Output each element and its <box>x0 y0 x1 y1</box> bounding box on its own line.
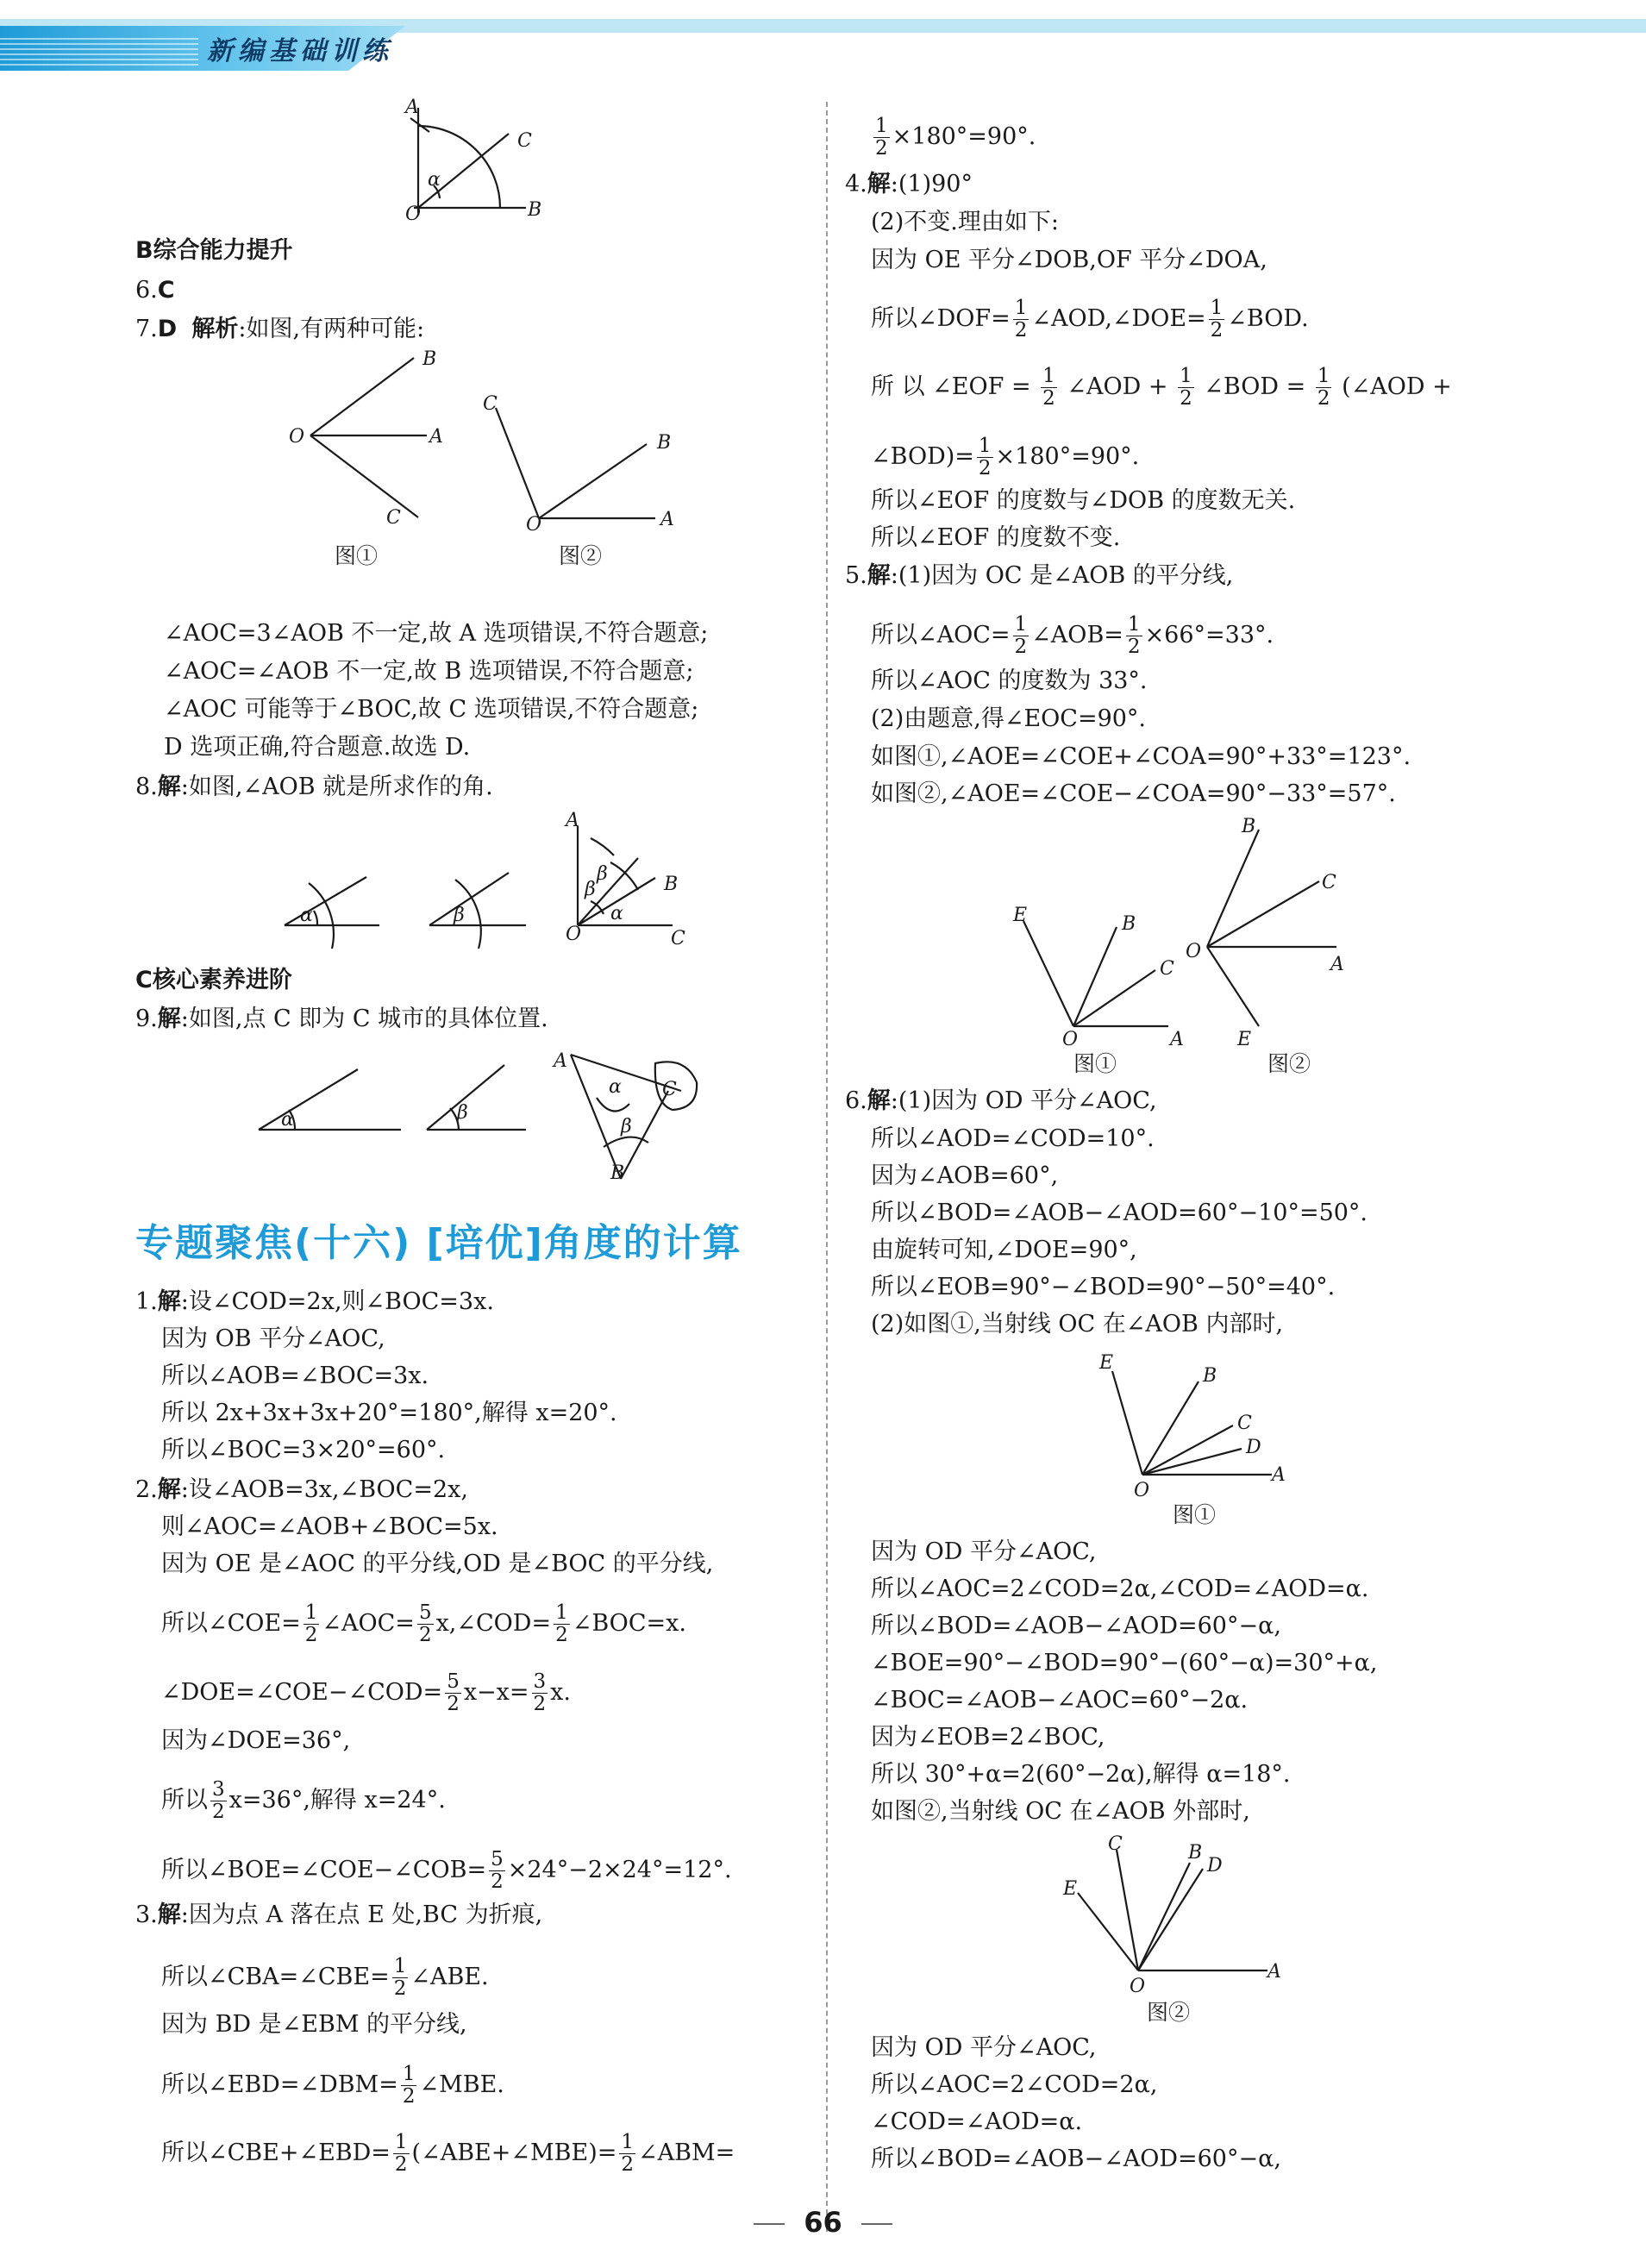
p3-line-3: 所以∠EBD=∠DBM= $\frac{1}{2}$ ∠MBE. <box>161 2063 504 2108</box>
fig-label: β <box>585 879 596 900</box>
fig-label: β <box>454 905 465 926</box>
fig-label: B <box>1242 816 1256 837</box>
fig-label: O <box>1186 941 1202 962</box>
fig-label: B <box>657 432 672 454</box>
fig-label: A <box>1267 1961 1281 1983</box>
p6-line: 由旋转可知,∠DOE=90°, <box>871 1237 1137 1263</box>
p2-head: 2.解:设∠AOB=3x,∠BOC=2x, <box>135 1476 468 1503</box>
p2-line-4: ∠DOE=∠COE−∠COD= $\frac{5}{2}$ x−x= $\frac{3}{2}$ x. <box>161 1670 571 1715</box>
p6-line: 所以∠EOB=90°−∠BOD=90°−50°=40°. <box>871 1274 1336 1300</box>
p2-line-1: 则∠AOC=∠AOB+∠BOC=5x. <box>161 1513 498 1540</box>
p5-line-4: 如图①,∠AOE=∠COE+∠COA=90°+33°=123°. <box>871 743 1411 770</box>
p6-line: 所以 30°+α=2(60°−2α),解得 α=18°. <box>871 1761 1291 1788</box>
p3-head: 3.解:因为点 A 落在点 E 处,BC 为折痕, <box>135 1901 543 1928</box>
p6-line: 所以∠AOD=∠COD=10°. <box>871 1125 1155 1152</box>
fig-label: O <box>1134 1480 1150 1501</box>
p6-line: 所以∠AOC=2∠COD=2α,∠COD=∠AOD=α. <box>871 1576 1369 1602</box>
fig-caption: 图① <box>1173 1502 1217 1527</box>
fig-label: α <box>300 905 313 926</box>
fig-label: O <box>1130 1976 1146 1997</box>
p6-line: 所以∠BOD=∠AOB−∠AOD=60°−10°=50°. <box>871 1200 1368 1226</box>
figure-q6-1 <box>1091 1350 1298 1531</box>
fig-label: C <box>483 393 498 415</box>
figure-angle-copy-top <box>397 99 552 229</box>
p6-line: ∠BOE=90°−∠BOD=90°−(60°−α)=30°+α, <box>871 1650 1378 1676</box>
figure-q9 <box>250 1039 716 1186</box>
fig-label: C <box>1322 872 1336 893</box>
p3-continuation: $\frac{1}{2}$ ×180°=90°. <box>875 115 1036 160</box>
p6-line: 因为 OD 平分∠AOC, <box>871 1538 1097 1565</box>
fig-label: A <box>1170 1029 1184 1050</box>
fig-caption: 图② <box>1147 2000 1191 2025</box>
p1-line-3: 所以 2x+3x+3x+20°=180°,解得 x=20°. <box>161 1400 617 1426</box>
fig-label: O <box>526 514 542 536</box>
p6-line: 因为 OD 平分∠AOC, <box>871 2034 1097 2061</box>
fig-label: A <box>554 1050 567 1072</box>
p6-line: (2)如图①,当射线 OC 在∠AOB 内部时, <box>871 1311 1284 1338</box>
fig-label: α <box>428 169 441 191</box>
p4-line-1: (2)不变.理由如下: <box>871 209 1059 235</box>
p5-head: 5.解:(1)因为 OC 是∠AOB 的平分线, <box>845 562 1234 589</box>
p3-line-1: 所以∠CBA=∠CBE= $\frac{1}{2}$ ∠ABE. <box>161 1955 489 2000</box>
p4-line-4: 所 以 ∠EOF = $\frac{1}{2}$ ∠AOD + $\frac{1}{2}$ ∠BOD = $\frac{1}{2}$ (∠AOD + <box>871 365 1452 410</box>
fig-caption: 图② <box>1267 1051 1311 1076</box>
fig-caption: 图① <box>335 543 379 568</box>
p6-line: 因为∠AOB=60°, <box>871 1162 1059 1189</box>
fig-label: C <box>386 507 401 529</box>
p4-line-6: 所以∠EOF 的度数与∠DOB 的度数无关. <box>871 487 1296 514</box>
p3-line-2: 因为 BD 是∠EBM 的平分线, <box>161 2011 467 2038</box>
fig-label: E <box>1237 1029 1252 1050</box>
p6-line: 所以∠BOD=∠AOB−∠AOD=60°−α, <box>871 1613 1281 1639</box>
fig-label: D <box>1246 1437 1261 1458</box>
fig-label: C <box>662 1079 677 1100</box>
fig-label: β <box>597 863 608 885</box>
fig-label: O <box>289 426 305 448</box>
p1-line-2: 所以∠AOB=∠BOC=3x. <box>161 1363 429 1389</box>
fig-label: B <box>1203 1365 1217 1387</box>
q8-head: 8.解:如图,∠AOB 就是所求作的角. <box>135 774 493 800</box>
fig-label: A <box>1330 954 1344 975</box>
figure-q7 <box>285 349 690 573</box>
fig-label: C <box>1160 958 1174 980</box>
fig-label: E <box>1099 1352 1114 1374</box>
fig-label: α <box>610 903 623 924</box>
banner-lines <box>0 34 198 66</box>
fig-label: A <box>405 97 419 118</box>
fig-label: B <box>1188 1842 1203 1864</box>
p6-line: 所以∠AOC=2∠COD=2α, <box>871 2071 1158 2098</box>
p6-line: 如图②,当射线 OC 在∠AOB 外部时, <box>871 1798 1250 1825</box>
fig-caption: 图② <box>559 543 603 568</box>
p5-line-3: (2)由题意,得∠EOC=90°. <box>871 705 1147 732</box>
p2-line-5: 因为∠DOE=36°, <box>161 1727 351 1754</box>
section-b-heading: B综合能力提升 <box>135 237 293 264</box>
p5-line-2: 所以∠AOC 的度数为 33°. <box>871 667 1148 694</box>
fig-label: B <box>1122 913 1136 935</box>
figure-q5 <box>1004 816 1384 1082</box>
q7-line-4: D 选项正确,符合题意.故选 D. <box>164 734 471 761</box>
p6-head: 6.解:(1)因为 OD 平分∠AOC, <box>845 1087 1157 1114</box>
p5-line-1: 所以∠AOC= $\frac{1}{2}$ ∠AOB= $\frac{1}{2}$ ×66°=33°. <box>871 613 1274 658</box>
fig-label: O <box>1062 1029 1079 1050</box>
p1-head: 1.解:设∠COD=2x,则∠BOC=3x. <box>135 1288 494 1315</box>
p2-line-3: 所以∠COE= $\frac{1}{2}$ ∠AOC= $\frac{5}{2}$ x,∠COD= $\frac{1}{2}$ ∠BOC=x. <box>161 1601 686 1646</box>
fig-label: α <box>281 1109 294 1131</box>
fig-label: C <box>517 130 532 152</box>
fig-label: A <box>566 810 579 831</box>
figure-q6-2 <box>1061 1833 1302 2027</box>
p4-line-3: 所以∠DOF= $\frac{1}{2}$ ∠AOD,∠DOE= $\frac{1}{2}$ ∠BOD. <box>871 297 1309 341</box>
p2-line-6: 所以 $\frac{3}{2}$ x=36°,解得 x=24°. <box>161 1778 446 1823</box>
fig-label: D <box>1207 1855 1223 1876</box>
p2-line-2: 因为 OE 是∠AOC 的平分线,OD 是∠BOC 的平分线, <box>161 1551 714 1577</box>
header-title: 新编基础训练 <box>207 36 393 66</box>
p3-line-4: 所以∠CBE+∠EBD= $\frac{1}{2}$ (∠ABE+∠MBE)= $\frac{1}{2}$ ∠ABM= <box>161 2131 735 2176</box>
figure-q8 <box>276 811 707 953</box>
fig-label: β <box>457 1102 468 1124</box>
section-title: 专题聚焦(十六) [培优]角度的计算 <box>135 1221 742 1265</box>
fig-label: β <box>621 1116 632 1137</box>
p4-line-2: 因为 OE 平分∠DOB,OF 平分∠DOA, <box>871 247 1267 273</box>
fig-label: C <box>1237 1413 1252 1434</box>
p4-line-7: 所以∠EOF 的度数不变. <box>871 524 1121 551</box>
fig-caption: 图① <box>1073 1051 1117 1076</box>
fig-label: B <box>610 1162 625 1184</box>
column-divider <box>826 102 828 2232</box>
page-number: 66 <box>0 2206 1646 2239</box>
p4-head: 4.解:(1)90° <box>845 171 973 197</box>
q7-line-3: ∠AOC 可能等于∠BOC,故 C 选项错误,不符合题意; <box>164 696 699 723</box>
section-c-heading: C核心素养进阶 <box>135 967 292 993</box>
fig-label: B <box>528 199 542 221</box>
header-banner <box>0 0 1646 74</box>
p6-line: ∠BOC=∠AOB−∠AOC=60°−2α. <box>871 1687 1249 1714</box>
fig-label: E <box>1063 1878 1078 1900</box>
q7-line-1: ∠AOC=3∠AOB 不一定,故 A 选项错误,不符合题意; <box>164 620 709 647</box>
q6: 6.C <box>135 277 175 304</box>
fig-label: B <box>664 874 679 895</box>
q7-head: 7.D 解析:如图,有两种可能: <box>135 316 425 342</box>
p6-line: ∠COD=∠AOD=α. <box>871 2108 1083 2135</box>
p6-line: 所以∠BOD=∠AOB−∠AOD=60°−α, <box>871 2146 1281 2172</box>
p1-line-1: 因为 OB 平分∠AOC, <box>161 1325 385 1352</box>
q9-head: 9.解:如图,点 C 即为 C 城市的具体位置. <box>135 1006 548 1032</box>
fig-label: B <box>422 348 437 370</box>
p6-line: 因为∠EOB=2∠BOC, <box>871 1724 1105 1751</box>
fig-label: α <box>609 1076 622 1098</box>
fig-label: A <box>660 509 674 530</box>
fig-label: O <box>566 924 582 945</box>
p4-line-5: ∠BOD)= $\frac{1}{2}$ ×180°=90°. <box>871 435 1140 479</box>
fig-label: C <box>1108 1833 1123 1855</box>
fig-label: A <box>429 426 443 448</box>
p1-line-4: 所以∠BOC=3×20°=60°. <box>161 1437 446 1463</box>
fig-label: A <box>1272 1464 1286 1486</box>
fig-label: C <box>671 928 685 949</box>
fig-label: O <box>405 204 422 225</box>
q7-line-2: ∠AOC=∠AOB 不一定,故 B 选项错误,不符合题意; <box>164 658 694 685</box>
p5-line-5: 如图②,∠AOE=∠COE−∠COA=90°−33°=57°. <box>871 780 1396 807</box>
p2-line-7: 所以∠BOE=∠COE−∠COB= $\frac{5}{2}$ ×24°−2×24°=12°. <box>161 1848 732 1893</box>
fig-label: E <box>1013 905 1028 926</box>
